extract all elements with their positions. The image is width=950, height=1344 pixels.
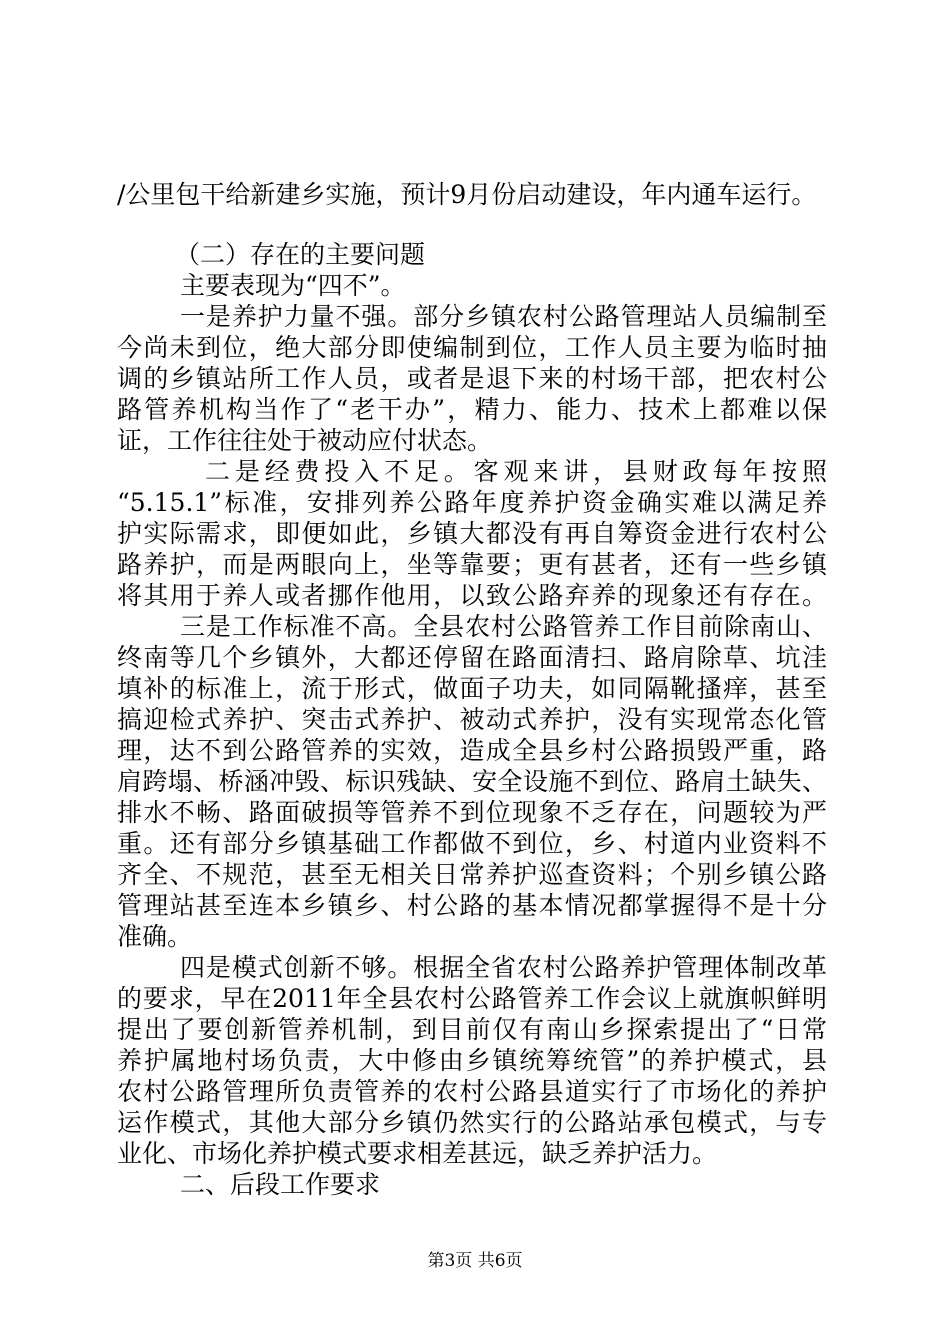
- paragraph-first-line: 二是经费投入不足。客观来讲，县财政每年按照: [205, 457, 827, 486]
- text-line: 业化、市场化养护模式要求相差甚远，缺乏养护活力。: [117, 1139, 718, 1168]
- text-line: 搞迎检式养护、突击式养护、被动式养护，没有实现常态化管: [117, 705, 827, 734]
- text-line: 终南等几个乡镇外，大都还停留在路面清扫、路肩除草、坑洼: [117, 643, 827, 672]
- text-line: 农村公路管理所负责管养的农村公路县道实行了市场化的养护: [117, 1077, 827, 1106]
- text-line: 提出了要创新管养机制，到目前仅有南山乡探索提出了“日常: [117, 1015, 827, 1044]
- text-line: 证，工作往往处于被动应付状态。: [117, 426, 493, 455]
- text-line: 排水不畅、路面破损等管养不到位现象不乏存在，问题较为严: [117, 798, 827, 827]
- text-line: 将其用于养人或者挪作他用，以致公路弃养的现象还有存在。: [117, 581, 827, 610]
- text-line: 管理站甚至连本乡镇乡、村公路的基本情况都掌握得不是十分: [117, 891, 827, 920]
- text-line: 养护属地村场负责，大中修由乡镇统筹统管”的养护模式，县: [117, 1046, 827, 1075]
- text-line: 填补的标准上，流于形式，做面子功夫，如同隔靴搔痒，甚至: [117, 674, 827, 703]
- text-line: 运作模式，其他大部分乡镇仍然实行的公路站承包模式，与专: [117, 1108, 827, 1137]
- text-line: 护实际需求，即便如此，乡镇大都没有再自筹资金进行农村公: [117, 519, 827, 548]
- text-line: 肩跨塌、桥涵冲毁、标识残缺、安全设施不到位、路肩土缺失、: [117, 767, 827, 796]
- text-line: 路管养机构当作了“老干办”，精力、能力、技术上都难以保: [117, 395, 827, 424]
- text-line: /公里包干给新建乡实施，预计9月份启动建设，年内通车运行。: [117, 180, 817, 209]
- paragraph-first-line: 三是工作标准不高。全县农村公路管养工作目前除南山、: [180, 612, 827, 641]
- section-heading: （二）存在的主要问题: [175, 240, 426, 269]
- section-heading: 二、后段工作要求: [180, 1170, 381, 1199]
- text-line: 今尚未到位，绝大部分即使编制到位，工作人员主要为临时抽: [117, 333, 827, 362]
- text-line: “5.15.1”标准，安排列养公路年度养护资金确实难以满足养: [117, 488, 827, 517]
- text-line: 调的乡镇站所工作人员，或者是退下来的村场干部，把农村公: [117, 364, 827, 393]
- text-line: 理，达不到公路管养的实效，造成全县乡村公路损毁严重，路: [117, 736, 827, 765]
- text-line: 主要表现为“四不”。: [180, 271, 406, 300]
- text-line: 准确。: [117, 922, 193, 951]
- text-line: 齐全、不规范，甚至无相关日常养护巡查资料；个别乡镇公路: [117, 860, 827, 889]
- page-footer: 第3页 共6页: [427, 1251, 523, 1271]
- paragraph-first-line: 一是养护力量不强。部分乡镇农村公路管理站人员编制至: [180, 302, 827, 331]
- text-line: 的要求，早在2011年全县农村公路管养工作会议上就旗帜鲜明: [117, 984, 827, 1013]
- paragraph-first-line: 四是模式创新不够。根据全省农村公路养护管理体制改革: [180, 953, 827, 982]
- text-line: 重。还有部分乡镇基础工作都做不到位，乡、村道内业资料不: [117, 829, 827, 858]
- text-line: 路养护，而是两眼向上，坐等靠要；更有甚者，还有一些乡镇: [117, 550, 827, 579]
